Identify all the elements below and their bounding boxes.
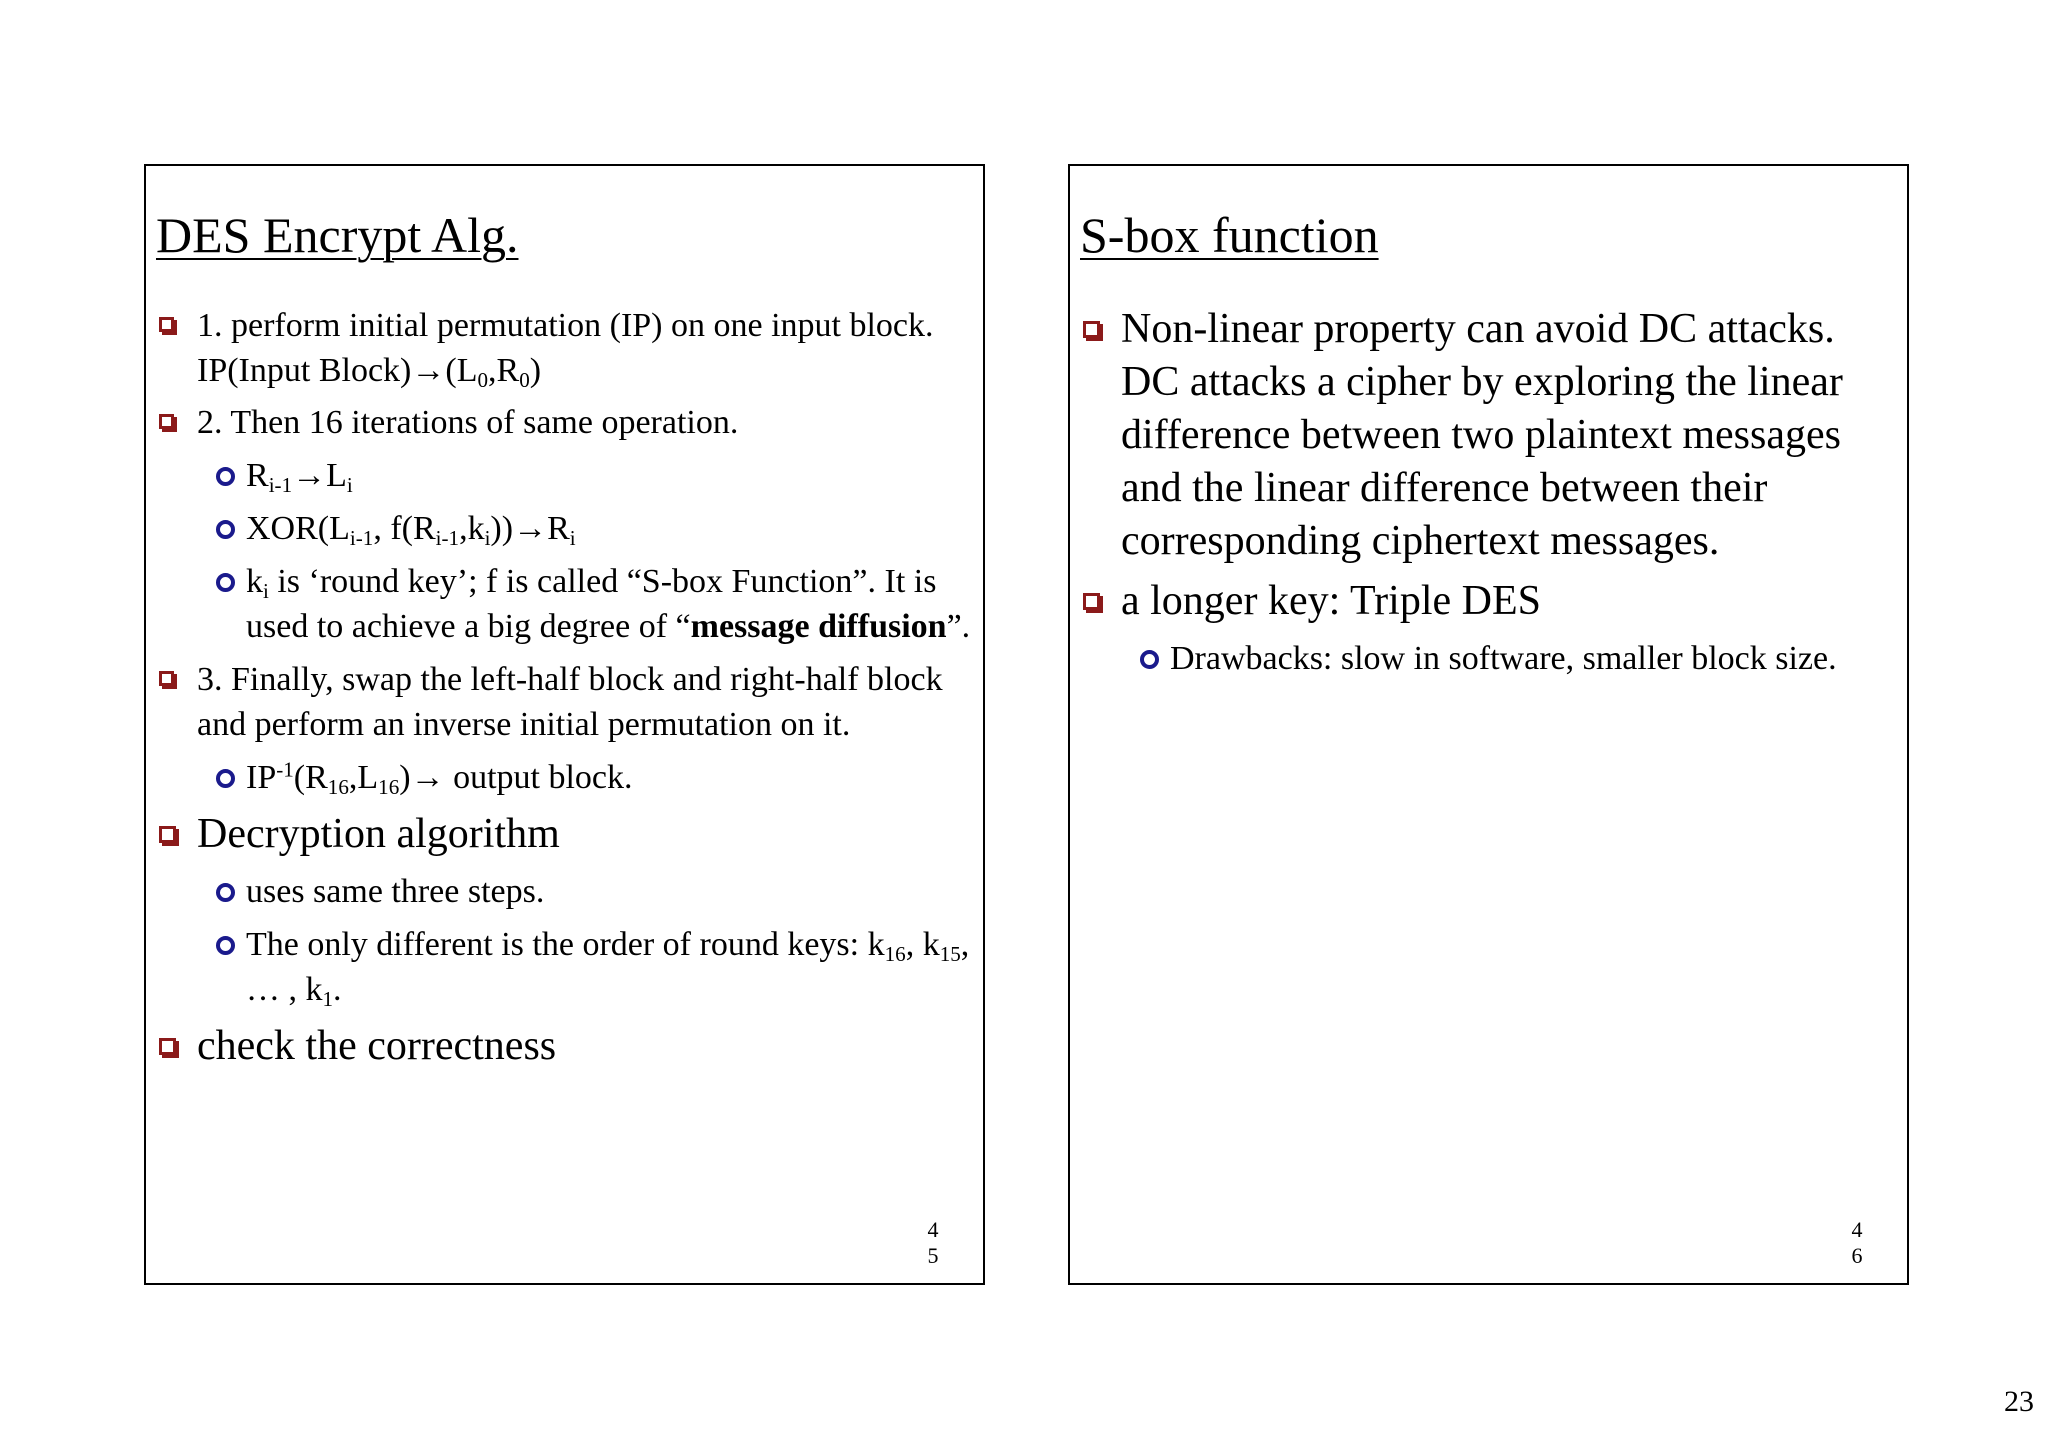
list-item-check <box>156 1020 975 1073</box>
list-item-decryption <box>156 808 975 1012</box>
list-item-step2 <box>156 400 975 649</box>
sub3-bold: message diffusion <box>690 608 947 645</box>
sub2-r-sub: i-1 <box>435 525 460 550</box>
sub4-ip: IP <box>246 759 277 796</box>
step1-l: L <box>456 352 478 389</box>
bullet-list <box>156 303 975 1080</box>
step1-r: R <box>496 352 520 389</box>
sub4-open: (R <box>293 759 328 796</box>
step1-text: 1. perform initial permutation (IP) on one input block. IP(Input Block) <box>197 307 934 389</box>
square-bullet-icon <box>159 317 174 332</box>
sub2-r2-sub: i <box>569 525 576 550</box>
bullet-list <box>1080 303 1899 689</box>
sub-item <box>197 869 975 914</box>
sub4-r-sub: 16 <box>327 774 349 799</box>
sub-list <box>197 755 975 800</box>
slide-number-digit: 6 <box>1851 1243 1863 1268</box>
slide-number-digit: 4 <box>927 1217 939 1242</box>
sub1-r-sub: i-1 <box>268 472 293 497</box>
slide-title: S-box function <box>1080 207 1379 263</box>
square-bullet-icon <box>159 826 176 843</box>
circle-bullet-icon <box>216 467 235 486</box>
bullet1-text: Non-linear property can avoid DC attacks. DC attacks a cipher by exploring the linear difference between two plaintext messages and the linear difference between their corresponding ciphertext messages. <box>1121 306 1843 564</box>
sub1-r: R <box>246 457 269 494</box>
dec-sub1: uses same three steps. <box>246 873 545 910</box>
sub2-r: R <box>547 510 570 547</box>
step2-text: 2. Then 16 iterations of same operation. <box>197 404 739 441</box>
sub2-k-sub: i <box>484 525 491 550</box>
step3-text: 3. Finally, swap the left-half block and right-half block and perform an inverse initial permutation on it. <box>197 661 943 743</box>
slide-number <box>925 1217 941 1269</box>
list-item-longer-key <box>1080 575 1899 681</box>
arrow-icon: → <box>292 457 327 494</box>
arrow-icon: → <box>411 352 446 389</box>
sub4-output: output block. <box>444 759 633 796</box>
sub-list <box>1121 636 1899 681</box>
arrow-icon: → <box>410 759 445 796</box>
sub1-l-sub: i <box>346 472 353 497</box>
sub1-l: L <box>326 457 347 494</box>
sub3-text: is ‘round key’; f is called “S-box Function”. It is used to achieve a big degree of “ <box>246 563 937 645</box>
sub-item <box>197 922 975 1012</box>
sub4-close: ) <box>399 759 411 796</box>
dec-sub2-d: . <box>333 971 342 1008</box>
dec-sub2-1: 1 <box>322 986 334 1011</box>
sub3-end: ”. <box>946 608 971 645</box>
slide-number-digit: 5 <box>927 1243 939 1268</box>
slide-right <box>1068 164 1909 1285</box>
sub2-xor: XOR(L <box>246 510 350 547</box>
arrow-icon: → <box>513 510 548 547</box>
list-item-step3 <box>156 657 975 800</box>
bullet2-sub-text: Drawbacks: slow in software, smaller block size. <box>1170 640 1837 677</box>
sub4-l: ,L <box>348 759 379 796</box>
circle-bullet-icon <box>216 936 235 955</box>
square-bullet-icon <box>159 414 174 429</box>
sub2-f: , f(R <box>373 510 436 547</box>
circle-bullet-icon <box>216 573 235 592</box>
slide-title: DES Encrypt Alg. <box>156 207 519 263</box>
slide-left <box>144 164 985 1285</box>
circle-bullet-icon <box>216 883 235 902</box>
step1-r-sub: 0 <box>519 367 530 392</box>
dec-sub2-15: 15 <box>939 941 961 966</box>
sub-list <box>197 453 975 649</box>
sub3-k-sub: i <box>263 578 269 603</box>
slide-number <box>1849 1217 1865 1269</box>
sub2-close: )) <box>490 510 514 547</box>
circle-bullet-icon <box>216 520 235 539</box>
square-bullet-icon <box>159 671 174 686</box>
dec-sub2-16: 16 <box>884 941 906 966</box>
sub3-k: k <box>246 563 263 600</box>
decryption-text: Decryption algorithm <box>197 811 560 857</box>
sub-item <box>1121 636 1899 681</box>
circle-bullet-icon <box>216 769 235 788</box>
square-bullet-icon <box>1083 321 1100 338</box>
bullet2-text: a longer key: Triple DES <box>1121 578 1541 624</box>
sub2-l-sub: i-1 <box>349 525 374 550</box>
sub-item <box>197 559 975 649</box>
square-bullet-icon <box>159 1038 176 1055</box>
sub2-k: ,k <box>459 510 485 547</box>
circle-bullet-icon <box>1140 650 1159 669</box>
sub-list <box>197 869 975 1012</box>
sub-item <box>197 755 975 800</box>
page-number: 23 <box>2004 1385 2034 1418</box>
dec-sub2-c: , … , k <box>246 926 970 1008</box>
sub4-sup: -1 <box>276 757 294 782</box>
list-item-step1: 1. perform initial permutation (IP) on one input block. IP(Input $Block)\to(L_0,R_0)$ <box>156 303 975 393</box>
square-bullet-icon <box>1083 593 1100 610</box>
sub-item <box>197 506 975 551</box>
list-item-nonlinear <box>1080 303 1899 568</box>
check-text: check the correctness <box>197 1023 557 1069</box>
dec-sub2-b: , k <box>905 926 940 963</box>
sub4-l-sub: 16 <box>378 774 400 799</box>
dec-sub2-a: The only different is the order of round keys: k <box>246 926 885 963</box>
sub-item <box>197 453 975 498</box>
step1-l-sub: 0 <box>477 367 489 392</box>
slide-number-digit: 4 <box>1851 1217 1863 1242</box>
